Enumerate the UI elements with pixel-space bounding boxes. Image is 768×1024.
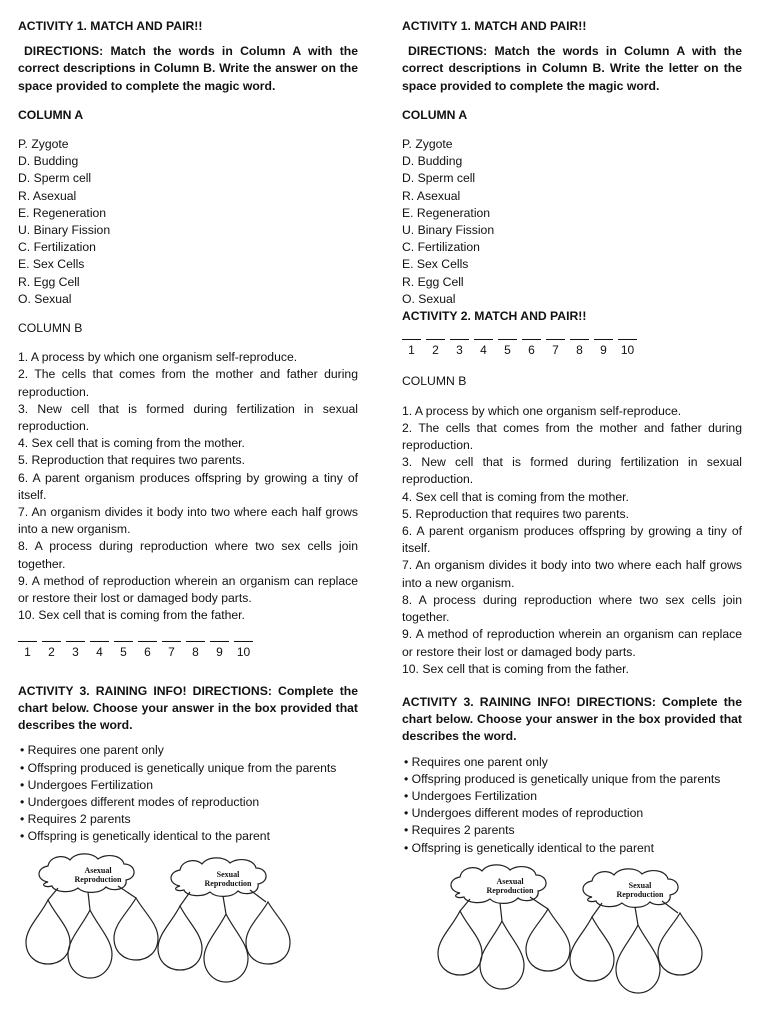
blank-number: 4 [480, 343, 487, 358]
raindrop-shape [114, 898, 158, 960]
answer-blank[interactable] [546, 331, 565, 340]
list-item: 1. A process by which one organism self-reproduce. [402, 403, 682, 418]
list-item: 10. Sex cell that is coming from the father. [402, 661, 629, 676]
activity2-title: ACTIVITY 2. MATCH AND PAIR!! [402, 309, 587, 324]
list-item: 5. Reproduction that requires two parents. [402, 506, 629, 521]
cloud-label-sexual: Sexual Reproduction [616, 880, 664, 899]
raindrop-shape [438, 911, 482, 975]
raindrop-shape [246, 902, 290, 964]
blank-number: 8 [192, 644, 199, 659]
list-item: 4. Sex cell that is coming from the mother. [402, 489, 629, 504]
blank-number: 1 [408, 343, 415, 358]
activity3-title: ACTIVITY 3. RAINING INFO! DIRECTIONS: Complete the chart below. Choose your answer in the box provided that describes the word. [402, 694, 742, 744]
blank-number: 5 [504, 343, 511, 358]
answer-blank[interactable] [402, 331, 421, 340]
raindrop-shape [26, 900, 70, 964]
answer-blank[interactable] [66, 633, 85, 642]
answer-blank[interactable] [42, 633, 61, 642]
answer-blank[interactable] [594, 331, 613, 340]
list-item: O. Sexual [18, 291, 72, 306]
raindrop-shape [204, 914, 248, 982]
list-item: • Undergoes Fertilization [20, 777, 153, 792]
list-item: O. Sexual [402, 291, 456, 306]
list-item: C. Fertilization [18, 240, 96, 255]
blank-number: 1 [24, 644, 31, 659]
raindrop-shape [68, 910, 112, 978]
blank-number: 9 [600, 343, 607, 358]
answer-blank[interactable] [186, 633, 205, 642]
list-item: 10. Sex cell that is coming from the father. [18, 608, 245, 623]
list-item: 2. The cells that comes from the mother and father during reproduction. [18, 367, 358, 399]
blank-number: 10 [620, 343, 635, 358]
list-item: • Offspring is genetically identical to the parent [20, 829, 270, 844]
list-item: • Undergoes different modes of reproduction [20, 794, 260, 809]
answer-blank[interactable] [522, 331, 541, 340]
blank-number: 3 [72, 644, 79, 659]
column-a-label: COLUMN A [402, 107, 468, 122]
activity3-bullets [402, 754, 742, 857]
answer-blank[interactable] [570, 331, 589, 340]
list-item: R. Egg Cell [18, 274, 80, 289]
blank-number: 6 [528, 343, 535, 358]
list-item: • Offspring produced is genetically unique from the parents [20, 760, 337, 775]
answer-blank[interactable] [114, 633, 133, 642]
column-a-list [18, 136, 358, 308]
magic-word-blanks [18, 633, 358, 661]
list-item: U. Binary Fission [18, 223, 111, 238]
raindrop-shape [616, 925, 660, 993]
magic-word-blanks [402, 331, 742, 359]
list-item: U. Binary Fission [402, 223, 495, 238]
blank-number: 4 [96, 644, 103, 659]
answer-blank[interactable] [162, 633, 181, 642]
activity3-title: ACTIVITY 3. RAINING INFO! DIRECTIONS: Complete the chart below. Choose your answer in the box provided that describes the word. [18, 683, 358, 733]
list-item: E. Regeneration [402, 205, 491, 220]
list-item: C. Fertilization [402, 240, 480, 255]
list-item: D. Sperm cell [18, 171, 92, 186]
answer-blank[interactable] [90, 633, 109, 642]
list-item: 7. An organism divides it body into two where each half grows into a new organism. [402, 558, 742, 590]
list-item: • Undergoes different modes of reproduction [404, 806, 644, 821]
list-item: • Offspring produced is genetically unique from the parents [404, 771, 721, 786]
list-item: • Requires 2 parents [404, 823, 515, 838]
list-item: D. Budding [402, 154, 463, 169]
raindrop-shape [658, 913, 702, 975]
left-column [18, 18, 358, 990]
blank-number: 7 [552, 343, 559, 358]
list-item: • Undergoes Fertilization [404, 788, 537, 803]
cloud-label-asexual: Asexual Reproduction [74, 865, 122, 884]
blank-number: 6 [144, 644, 151, 659]
list-item: R. Asexual [18, 188, 77, 203]
activity1-directions: DIRECTIONS: Match the words in Column A with the correct descriptions in Column B. Write the answer on the space provided to complete the magic word. [18, 44, 358, 93]
list-item: 3. New cell that is formed during fertilization in sexual reproduction. [402, 455, 742, 487]
column-b-label: COLUMN B [402, 374, 467, 389]
list-item: • Requires one parent only [404, 754, 548, 769]
list-item: P. Zygote [18, 137, 69, 152]
list-item: 9. A method of reproduction wherein an organism can replace or restore their lost or damaged body parts. [18, 573, 358, 606]
list-item: 1. A process by which one organism self-reproduce. [18, 350, 298, 365]
blank-number: 10 [236, 644, 251, 659]
blank-number: 8 [576, 343, 583, 358]
cloud-label-sexual: Sexual Reproduction [204, 869, 252, 888]
column-a-list [402, 136, 742, 308]
list-item: 3. New cell that is formed during fertilization in sexual reproduction. [18, 401, 358, 434]
list-item: R. Egg Cell [402, 274, 464, 289]
list-item: 6. A parent organism produces offspring by growing a tiny of itself. [18, 470, 358, 502]
list-item: 8. A process during reproduction where two sex cells join together. [18, 539, 358, 571]
activity3-bullets [18, 742, 358, 845]
answer-blank[interactable] [474, 331, 493, 340]
list-item: 8. A process during reproduction where two sex cells join together. [402, 592, 742, 625]
column-b-list [402, 403, 742, 678]
blank-number: 3 [456, 343, 463, 358]
list-item: 9. A method of reproduction wherein an organism can replace or restore their lost or damaged body parts. [402, 627, 742, 659]
activity1-directions: DIRECTIONS: Match the words in Column A with the correct descriptions in Column B. Write the letter on the space provided to complete the magic word. [402, 44, 742, 93]
activity1-title: ACTIVITY 1. MATCH AND PAIR!! [402, 19, 587, 33]
list-item: 6. A parent organism produces offspring by growing a tiny of itself. [402, 524, 742, 556]
activity1-title: ACTIVITY 1. MATCH AND PAIR!! [18, 19, 203, 33]
raindrop-shape [526, 909, 570, 971]
list-item: 5. Reproduction that requires two parents. [18, 453, 245, 468]
list-item: • Requires 2 parents [20, 812, 131, 827]
list-item: E. Sex Cells [402, 257, 469, 272]
answer-blank[interactable] [426, 331, 445, 340]
answer-blank[interactable] [210, 633, 229, 642]
list-item: • Requires one parent only [20, 743, 164, 758]
list-item: 7. An organism divides it body into two where each half grows into a new organism. [18, 505, 358, 537]
answer-blank[interactable] [618, 331, 637, 340]
answer-blank[interactable] [138, 633, 157, 642]
cloud-label-asexual: Asexual Reproduction [486, 876, 534, 895]
list-item: R. Asexual [402, 188, 461, 203]
raindrop-shape [570, 917, 614, 981]
answer-blank[interactable] [498, 331, 517, 340]
list-item: E. Regeneration [18, 205, 107, 220]
column-b-label: COLUMN B [18, 321, 83, 336]
list-item: E. Sex Cells [18, 257, 85, 272]
blank-number: 7 [168, 644, 175, 659]
list-item: P. Zygote [402, 137, 453, 152]
answer-blank[interactable] [234, 633, 253, 642]
answer-blank[interactable] [18, 633, 37, 642]
raindrop-shape [158, 906, 202, 970]
raindrop-chart [18, 850, 318, 990]
blank-number: 9 [216, 644, 223, 659]
list-item: • Offspring is genetically identical to the parent [404, 840, 654, 855]
blank-number: 5 [120, 644, 127, 659]
raindrop-chart [430, 861, 730, 1001]
raindrop-shape [480, 921, 524, 989]
answer-blank[interactable] [450, 331, 469, 340]
column-b-list [18, 349, 358, 624]
list-item: 2. The cells that comes from the mother and father during reproduction. [402, 420, 742, 453]
blank-number: 2 [48, 644, 55, 659]
column-a-label: COLUMN A [18, 107, 84, 122]
right-column [402, 18, 742, 1001]
list-item: D. Budding [18, 154, 79, 169]
blank-number: 2 [432, 343, 439, 358]
list-item: D. Sperm cell [402, 171, 476, 186]
list-item: 4. Sex cell that is coming from the mother. [18, 436, 245, 451]
